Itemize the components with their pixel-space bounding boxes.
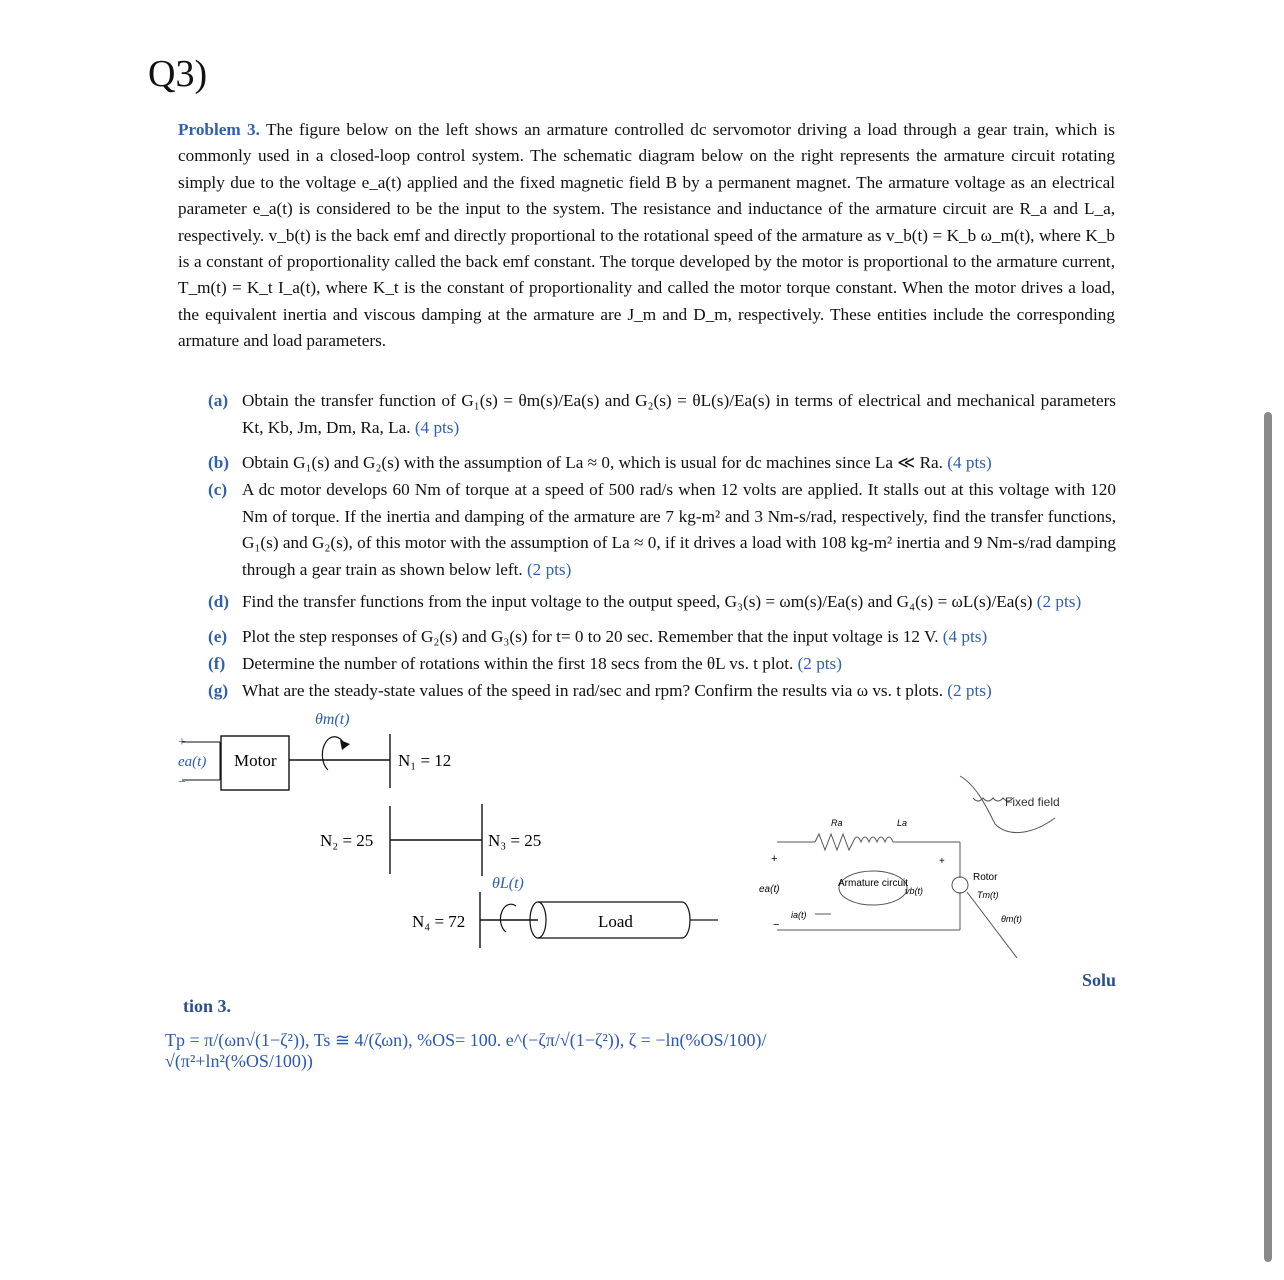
circuit-plus: + [771, 853, 778, 865]
n2-label: N₂ = 25 [320, 831, 374, 850]
n4-label: N₄ = 72 [412, 912, 466, 931]
la-label: La [897, 818, 908, 828]
item-label: (e) [208, 627, 228, 646]
circuit-ea-label: ea(t) [759, 884, 780, 895]
item-c [208, 477, 1116, 583]
problem-paragraph [178, 117, 1115, 355]
ra-label: Ra [831, 818, 843, 828]
problem-label: Problem 3. [178, 120, 260, 139]
item-text: What are the steady-state values of the speed in rad/sec and rpm? Confirm the results via ω vs. t plots. [242, 681, 943, 700]
vb-plus: + [939, 856, 945, 867]
solution-heading-part2: tion 3. [183, 996, 232, 1016]
item-points: (4 pts) [947, 453, 992, 472]
item-points: (2 pts) [526, 559, 572, 579]
tm-label: Tm(t) [977, 890, 999, 900]
item-points: (4 pts) [942, 627, 988, 646]
item-label: (g) [208, 681, 229, 700]
load-label: Load [598, 912, 633, 931]
ia-label: ia(t) [791, 910, 807, 920]
item-label: (b) [208, 453, 230, 472]
item-label: (c) [208, 480, 228, 499]
theta-m-label: θm(t) [315, 711, 350, 728]
item-f [208, 651, 1116, 678]
armature-circuit-figure [755, 768, 1075, 968]
item-text: Determine the number of rotations within the first 18 secs from the θL vs. t plot. [242, 654, 794, 673]
item-text: Plot the step responses of G₂(s) and G₃(s) for t= 0 to 20 sec. Remember that the input voltage is 12 V. [242, 627, 939, 646]
item-e [208, 624, 1116, 651]
item-points: (4 pts) [414, 417, 460, 437]
fixed-field-label: Fixed field [1005, 795, 1060, 809]
item-label: (d) [208, 592, 230, 611]
n3-label: N₃ = 25 [488, 831, 542, 850]
problem-text: The figure below on the left shows an armature controlled dc servomotor driving a load through a gear train, which is commonly used in a closed-loop control system. The schematic diagram below on the right represents the armature circuit rotating simply due to the voltage e_a(t) applied and the fixed magnetic field B by a permanent magnet. The armature voltage as an electrical parameter e_a(t) is considered to be the input to the system. The resistance and inductance of the armature circuit are R_a and L_a, respectively. v_b(t) is the back emf and directly proportional to the rotational speed of the armature as v_b(t) = K_b ω_m(t), where K_b is a constant of proportionality called the back emf constant. The torque developed by the motor is proportional to the armature current, T_m(t) = K_t I_a(t), where K_t is the constant of proportionality and called the motor torque constant. When the motor drives a load, the equivalent inertia and viscous damping at the armature are J_m and D_m, respectively. These entities include the corresponding armature and load parameters. [178, 120, 1115, 351]
item-label: (f) [208, 654, 226, 673]
solution-formula: Tp = π/(ωn√(1−ζ²)), Ts ≅ 4/(ζωn), %OS= 100. e^(−ζπ/√(1−ζ²)), ζ = −ln(%OS/100)/√(π²+ln²(%OS/100)) [165, 1030, 767, 1071]
armature-label: Armature circuit [837, 878, 909, 889]
item-b [208, 450, 1116, 477]
item-points: (2 pts) [1036, 592, 1082, 611]
plus-sign: + [178, 735, 186, 750]
solution-heading-part1: Solu [1082, 970, 1117, 990]
item-points: (2 pts) [947, 681, 992, 700]
item-text: Find the transfer functions from the input voltage to the output speed, G₃(s) = ωm(s)/Ea(s) and G₄(s) = ωL(s)/Ea(s) [242, 592, 1033, 611]
item-points: (2 pts) [797, 654, 842, 673]
gear-train-figure [160, 700, 720, 960]
item-label: (a) [208, 391, 229, 410]
minus-sign: − [178, 775, 186, 790]
item-a [208, 388, 1116, 441]
rotor-label: Rotor [973, 872, 998, 883]
circuit-minus: − [773, 919, 780, 931]
circuit-theta-m-label: θm(t) [1001, 914, 1022, 924]
item-text: A dc motor develops 60 Nm of torque at a speed of 500 rad/s when 12 volts are applied. It stalls out at this voltage with 120 Nm of torque. If the inertia and damping of the armature are 7 kg-m² and 3 Nm-s/rad, respectively, find the transfer functions, G₁(s) and G₂(s), of this motor with the assumption of La ≈ 0, if it drives a load with 108 kg-m² inertia and 9 Nm-s/rad damping through a gear train as shown below left. [242, 480, 1116, 579]
theta-l-label: θL(t) [492, 875, 524, 892]
motor-label: Motor [234, 751, 277, 770]
item-text: Obtain the transfer function of G₁(s) = θm(s)/Ea(s) and G₂(s) = θL(s)/Ea(s) in terms of electrical and mechanical parameters Kt, Kb, Jm, Dm, Ra, La. [242, 391, 1116, 437]
item-text: Obtain G₁(s) and G₂(s) with the assumption of La ≈ 0, which is usual for dc machines since La ≪ Ra. [242, 453, 943, 472]
ea-label: ea(t) [178, 754, 207, 770]
question-number: Q3) [148, 53, 208, 95]
scrollbar[interactable] [1264, 412, 1272, 1262]
n1-label: N₁ = 12 [398, 751, 452, 770]
vb-label: vb(t) [905, 886, 923, 896]
item-d [208, 589, 1116, 616]
